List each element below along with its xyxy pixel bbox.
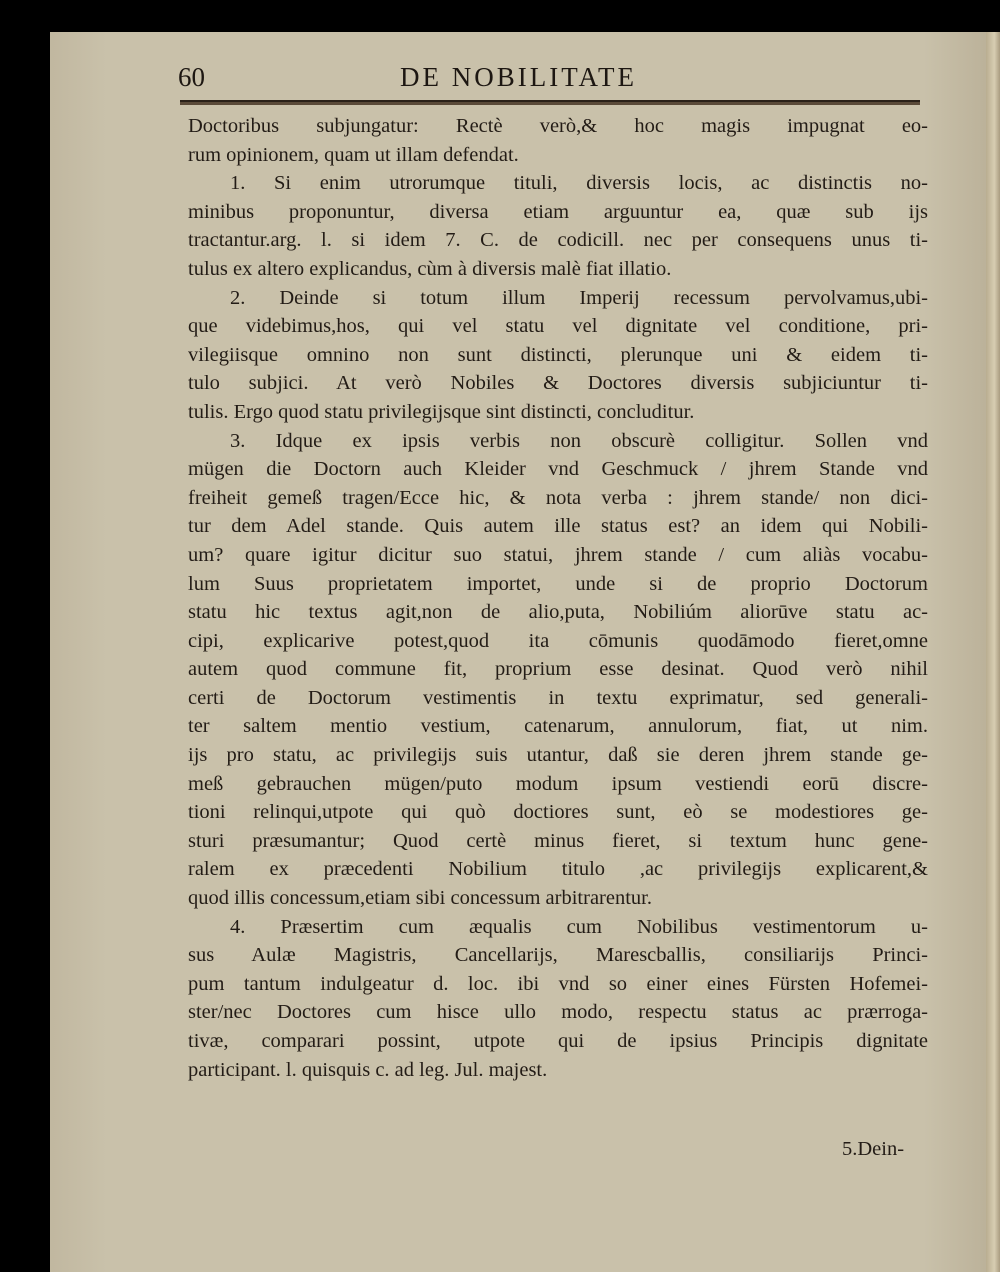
text-line: tivæ, comparari possint, utpote qui de ipsius Principis dignitate: [188, 1030, 928, 1052]
body-text: [188, 112, 928, 1084]
text-line: um? quare igitur dicitur suo statui, jhrem stande / cum aliàs vocabu-: [188, 543, 928, 566]
text-line: 3. Idque ex ipsis verbis non obscurè colligitur. Sollen vnd: [230, 429, 928, 452]
header-rule: [180, 100, 920, 105]
text-line: sturi præsumantur; Quod certè minus fieret, si textum hunc gene-: [188, 829, 928, 852]
text-line: ijs pro statu, ac privilegijs suis utantur, daß sie deren jhrem stande ge-: [188, 744, 928, 767]
text-line: meß gebrauchen mügen/puto modum ipsum vestiendi eorū discre-: [188, 772, 928, 795]
text-line: 2. Deinde si totum illum Imperij recessum pervolvamus,ubi-: [230, 286, 928, 309]
text-line: tur dem Adel stande. Quis autem ille status est? an idem qui Nobili-: [188, 515, 928, 538]
text-line: sus Aulæ Magistris, Cancellarijs, Marescballis, consiliarijs Princi-: [188, 944, 928, 967]
text-line: participant. l. quisquis c. ad leg. Jul. majest.: [188, 1058, 548, 1081]
text-line: 1. Si enim utrorumque tituli, diversis locis, ac distinctis no-: [230, 172, 928, 195]
page-header: [178, 62, 928, 94]
text-line: ralem ex præcedenti Nobilium titulo ,ac privilegijs explicarent,&: [188, 858, 928, 881]
text-line: certi de Doctorum vestimentis in textu exprimatur, sed generali-: [188, 686, 928, 709]
text-line: 4. Præsertim cum æqualis cum Nobilibus vestimentorum u-: [230, 915, 928, 938]
page-edge: [986, 32, 1000, 1272]
text-line: autem quod commune fit, proprium esse desinat. Quod verò nihil: [188, 658, 928, 681]
text-line: statu hic textus agit,non de alio,puta, Nobiliúm aliorūve statu ac-: [188, 601, 928, 624]
text-line: pum tantum indulgeatur d. loc. ibi vnd so einer eines Fürsten Hofemei-: [188, 972, 928, 995]
running-title: DE NOBILITATE: [400, 62, 638, 92]
text-line: Doctoribus subjungatur: Rectè verò,& hoc magis impugnat eo-: [188, 115, 928, 137]
text-line: mügen die Doctorn auch Kleider vnd Geschmuck / jhrem Stande vnd: [188, 458, 928, 481]
text-line: minibus proponuntur, diversa etiam arguuntur ea, quæ sub ijs: [188, 200, 928, 223]
page-number: 60: [178, 62, 205, 92]
text-line: tulus ex altero explicandus, cùm à diversis malè fiat illatio.: [188, 257, 672, 280]
text-line: lum Suus proprietatem importet, unde si de proprio Doctorum: [188, 572, 928, 595]
text-line: rum opinionem, quam ut illam defendat.: [188, 143, 519, 166]
text-line: que videbimus,hos, qui vel statu vel dignitate vel conditione, pri-: [188, 315, 928, 338]
catchword: 5.Dein-: [842, 1138, 905, 1160]
text-line: tractantur.arg. l. si idem 7. C. de codicill. nec per consequens unus ti-: [188, 229, 928, 252]
text-line: freiheit gemeß tragen/Ecce hic, & nota verba : jhrem stande/ non dici-: [188, 486, 928, 509]
text-line: ter saltem mentio vestium, catenarum, annulorum, fiat, ut nim.: [188, 715, 928, 738]
text-line: cipi, explicarive potest,quod ita cōmunis quodāmodo fieret,omne: [188, 629, 928, 652]
text-line: quod illis concessum,etiam sibi concessum arbitrarentur.: [188, 887, 652, 910]
text-line: ster/nec Doctores cum hisce ullo modo, respectu status ac prærroga-: [188, 1001, 928, 1024]
text-line: tioni relinqui,utpote qui quò doctiores sunt, eò se modestiores ge-: [188, 801, 928, 824]
text-line: vilegiisque omnino non sunt distincti, plerunque uni & eidem ti-: [188, 343, 928, 366]
text-line: tulo subjici. At verò Nobiles & Doctores diversis subjiciuntur ti-: [188, 372, 928, 395]
text-line: tulis. Ergo quod statu privilegijsque sint distincti, concluditur.: [188, 400, 695, 423]
